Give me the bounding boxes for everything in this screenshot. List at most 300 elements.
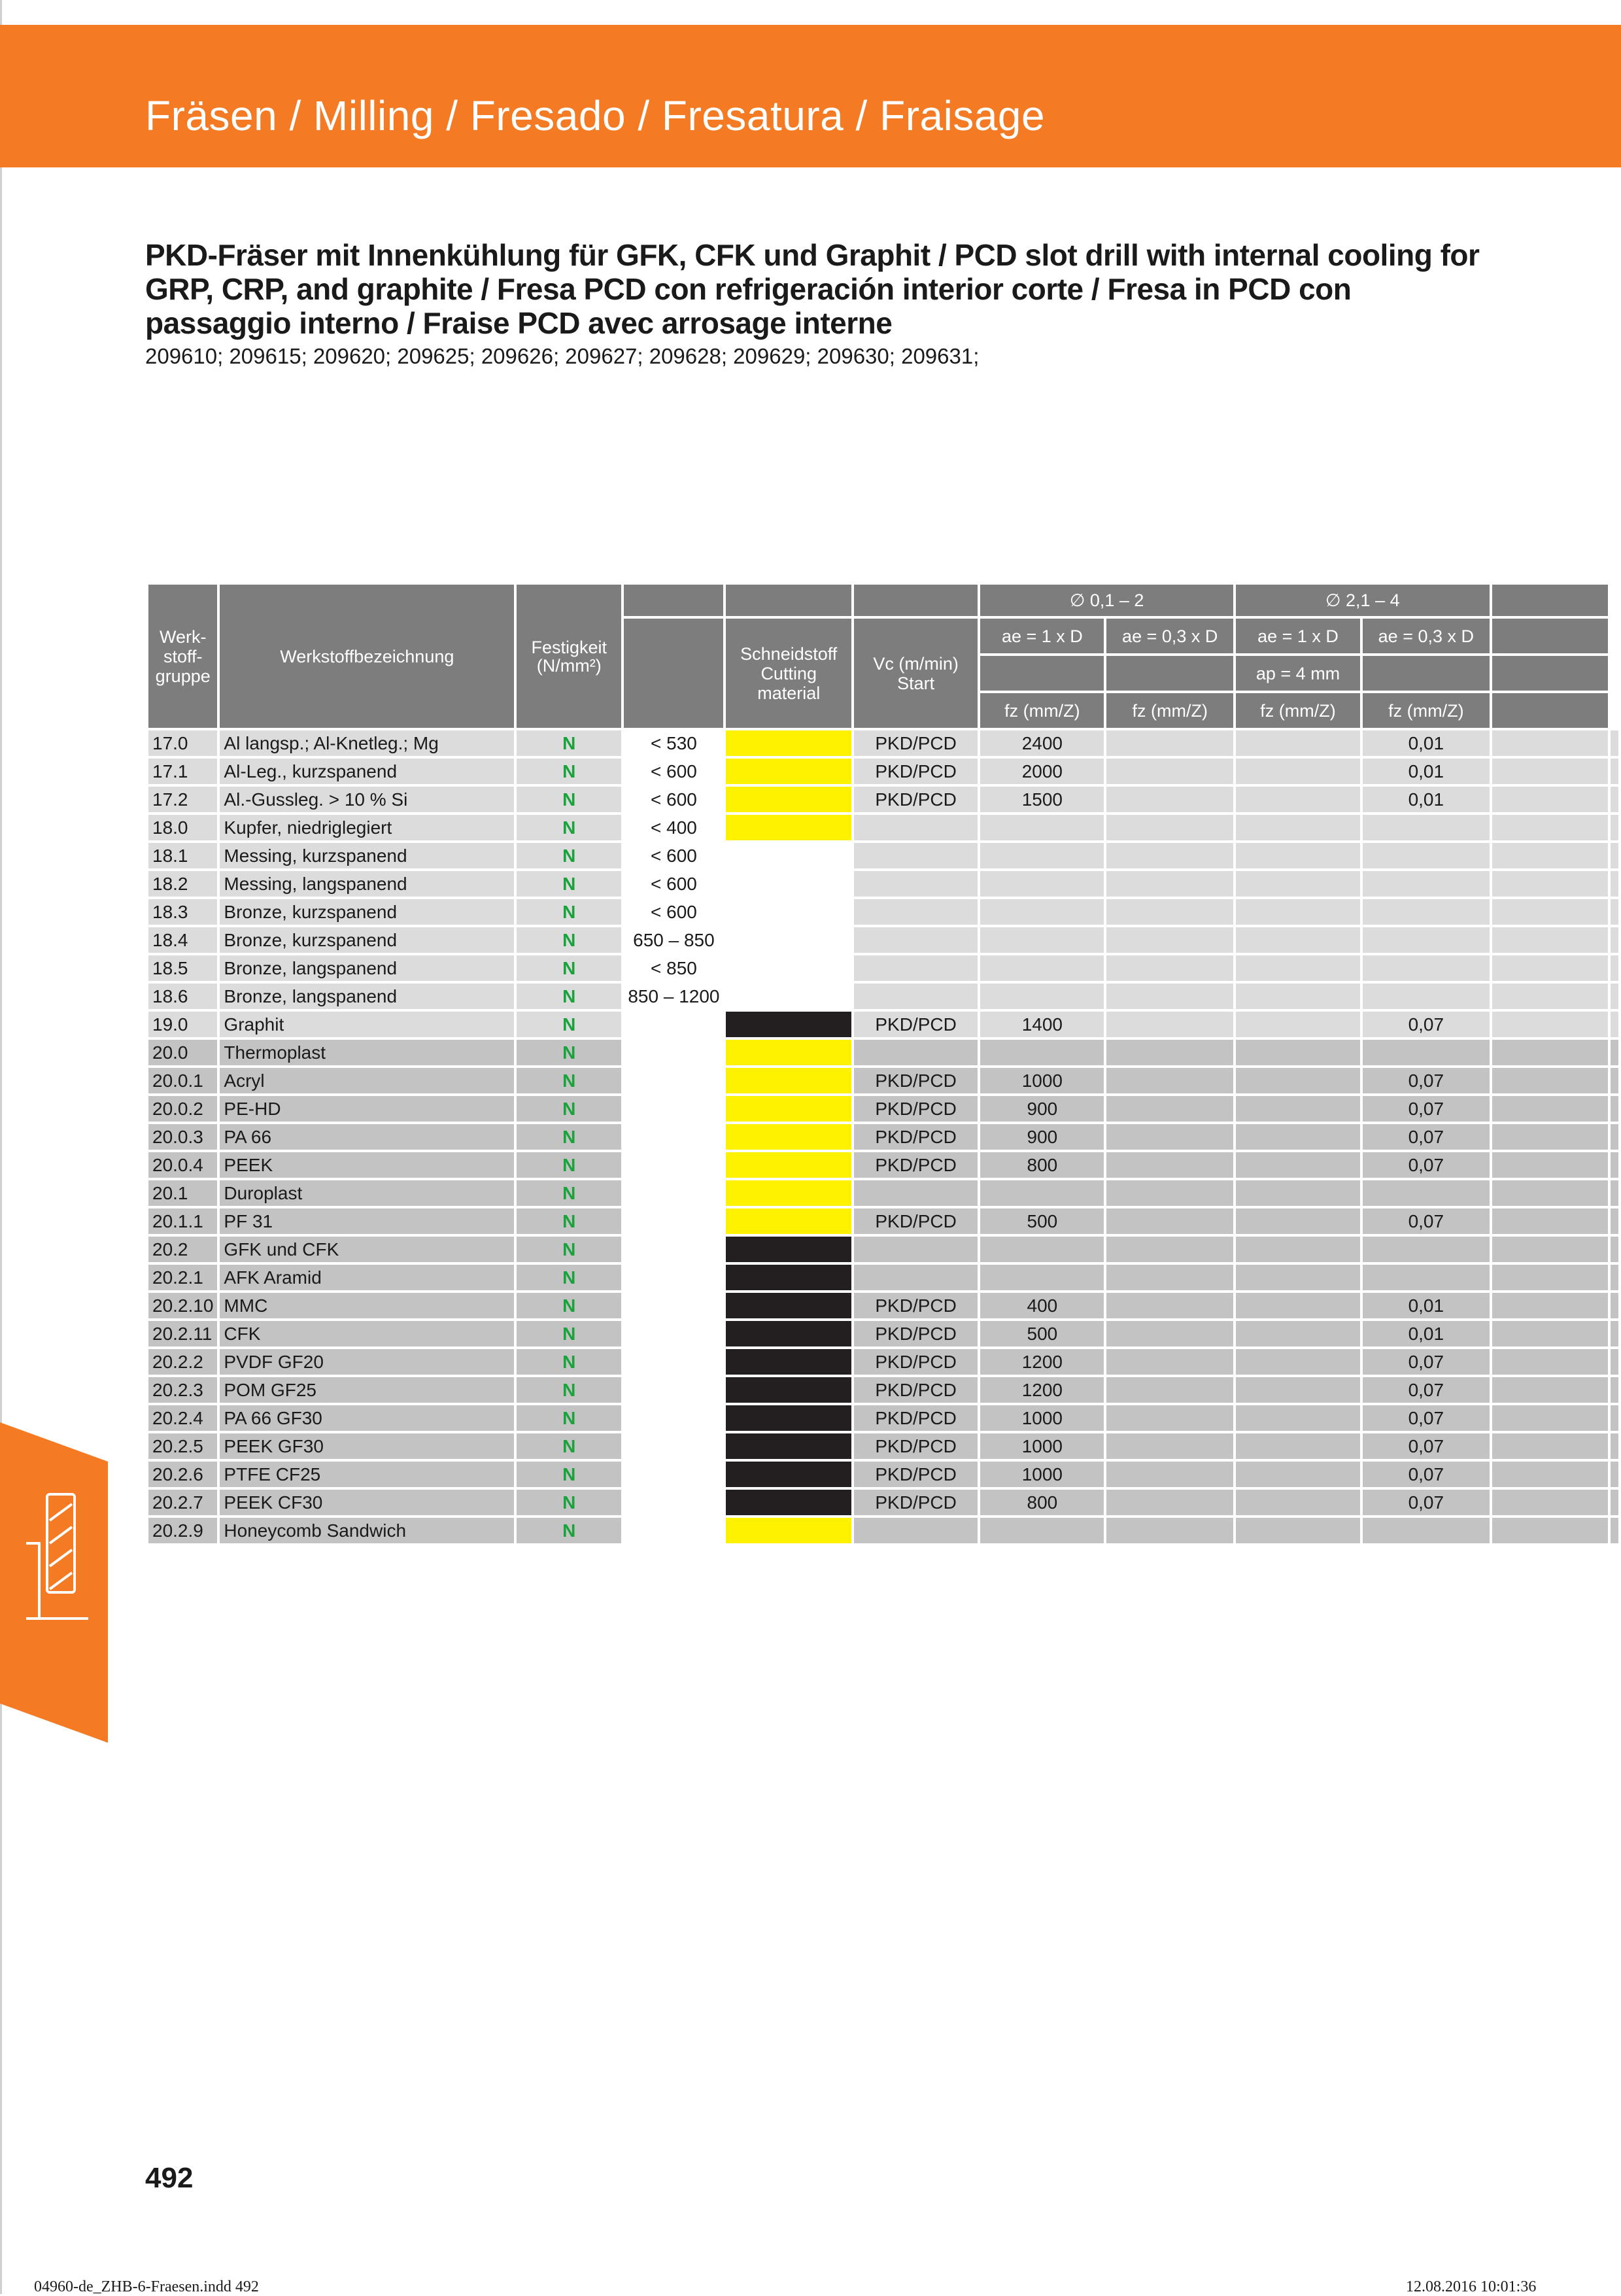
cutting-material [853, 1038, 979, 1067]
material-code: 20.2 [147, 1235, 218, 1263]
strength-value [623, 1038, 725, 1067]
fz-d2-ae1 [1361, 842, 1491, 870]
header-fz-3: fz (mm/Z) [1235, 692, 1361, 729]
fz-d2-ae1: 0,07 [1361, 1460, 1491, 1488]
table-row [147, 926, 1620, 954]
header-diameter-range-2: ∅ 2,1 – 4 [1235, 583, 1491, 617]
fz-d1-ae03 [1235, 954, 1361, 982]
cutting-material [853, 1179, 979, 1207]
material-class-n: N [515, 1348, 623, 1376]
fz-d1-ae03 [1235, 1320, 1361, 1348]
header-spacer-1 [725, 583, 852, 617]
strength-value [623, 1095, 725, 1123]
table-row [147, 982, 1620, 1010]
material-color-swatch [725, 898, 852, 926]
header-spacer-2 [853, 583, 979, 617]
fz-d2-ae03 [1491, 1067, 1609, 1095]
fz-d2-ae03 [1491, 954, 1609, 982]
vc-value: 900 [979, 1095, 1105, 1123]
material-name: Messing, kurzspanend [218, 842, 515, 870]
fz-d1-ae1 [1105, 1263, 1235, 1292]
fz-d1-ae03 [1235, 757, 1361, 785]
fz-d1-ae1 [1105, 1516, 1235, 1545]
cutting-material: PKD/PCD [853, 1207, 979, 1235]
vc-value: 900 [979, 1123, 1105, 1151]
table-row [147, 1038, 1620, 1067]
table-row [147, 1432, 1620, 1460]
blank-cell [1609, 785, 1620, 814]
material-class-n: N [515, 1038, 623, 1067]
material-color-swatch [725, 1151, 852, 1179]
header-diameter-range-1: ∅ 0,1 – 2 [979, 583, 1235, 617]
material-class-n: N [515, 1207, 623, 1235]
fz-d2-ae1: 0,01 [1361, 729, 1491, 757]
material-class-n: N [515, 1179, 623, 1207]
material-color-swatch [725, 1067, 852, 1095]
table-row [147, 785, 1620, 814]
material-code: 17.2 [147, 785, 218, 814]
table-row [147, 1292, 1620, 1320]
table-row [147, 814, 1620, 842]
blank-cell [1609, 1038, 1620, 1067]
cutting-material [853, 1263, 979, 1292]
material-class-n: N [515, 1432, 623, 1460]
material-class-n: N [515, 1376, 623, 1404]
cutting-material: PKD/PCD [853, 1404, 979, 1432]
fz-d1-ae1 [1105, 1067, 1235, 1095]
fz-d2-ae1: 0,01 [1361, 1320, 1491, 1348]
material-code: 20.2.3 [147, 1376, 218, 1404]
fz-d1-ae03 [1235, 1263, 1361, 1292]
fz-d2-ae03 [1491, 1404, 1609, 1432]
strength-value: < 600 [623, 842, 725, 870]
vc-value: 800 [979, 1488, 1105, 1516]
material-code: 20.2.1 [147, 1263, 218, 1292]
vc-value [979, 1263, 1105, 1292]
fz-d1-ae03 [1235, 1038, 1361, 1067]
material-class-n: N [515, 814, 623, 842]
blank-cell [1609, 1488, 1620, 1516]
fz-d2-ae1: 0,01 [1361, 785, 1491, 814]
strength-value [623, 1263, 725, 1292]
strength-value: < 400 [623, 814, 725, 842]
vc-value: 1400 [979, 1010, 1105, 1038]
fz-d1-ae1 [1105, 870, 1235, 898]
material-class-n: N [515, 1292, 623, 1320]
material-code: 18.1 [147, 842, 218, 870]
strength-value [623, 1010, 725, 1038]
fz-d1-ae03 [1235, 1179, 1361, 1207]
fz-d2-ae1: 0,07 [1361, 1207, 1491, 1235]
material-code: 20.0 [147, 1038, 218, 1067]
fz-d2-ae03 [1491, 898, 1609, 926]
material-class-n: N [515, 1320, 623, 1348]
blank-cell [1609, 1235, 1620, 1263]
table-row [147, 1320, 1620, 1348]
fz-d2-ae03 [1491, 1320, 1609, 1348]
blank-cell [1609, 1404, 1620, 1432]
blank-cell [1609, 1095, 1620, 1123]
strength-value [623, 1151, 725, 1179]
table-row [147, 954, 1620, 982]
fz-d1-ae1 [1105, 1348, 1235, 1376]
vc-value: 400 [979, 1292, 1105, 1320]
material-name: CFK [218, 1320, 515, 1348]
strength-value [623, 1067, 725, 1095]
header-swatch-column [623, 617, 725, 729]
vc-value: 1000 [979, 1404, 1105, 1432]
cutting-material [853, 982, 979, 1010]
vc-value [979, 982, 1105, 1010]
material-class-n: N [515, 757, 623, 785]
cutting-material [853, 1235, 979, 1263]
material-code: 20.2.9 [147, 1516, 218, 1545]
material-color-swatch [725, 1010, 852, 1038]
fz-d2-ae1 [1361, 982, 1491, 1010]
blank-cell [1609, 1320, 1620, 1348]
fz-d2-ae1: 0,07 [1361, 1348, 1491, 1376]
fz-d1-ae03 [1235, 1348, 1361, 1376]
vc-value: 500 [979, 1207, 1105, 1235]
vc-value [979, 842, 1105, 870]
strength-value [623, 1432, 725, 1460]
fz-d1-ae03 [1235, 1207, 1361, 1235]
strength-value [623, 1488, 725, 1516]
header-blank-f [1491, 692, 1609, 729]
material-color-swatch [725, 926, 852, 954]
table-row [147, 729, 1620, 757]
fz-d2-ae1: 0,07 [1361, 1123, 1491, 1151]
fz-d2-ae1 [1361, 1179, 1491, 1207]
header-cutting-material: Schneidstoff Cutting material [725, 617, 852, 729]
blank-cell [1609, 1516, 1620, 1545]
fz-d1-ae1 [1105, 1460, 1235, 1488]
material-color-swatch [725, 729, 852, 757]
strength-value: < 600 [623, 757, 725, 785]
header-fz-2: fz (mm/Z) [1105, 692, 1235, 729]
fz-d1-ae1 [1105, 926, 1235, 954]
fz-d1-ae1 [1105, 898, 1235, 926]
material-code: 18.0 [147, 814, 218, 842]
header-ae-03xd-a: ae = 0,3 x D [1105, 617, 1235, 655]
fz-d1-ae03 [1235, 729, 1361, 757]
fz-d1-ae03 [1235, 814, 1361, 842]
blank-cell [1609, 1348, 1620, 1376]
material-color-swatch [725, 870, 852, 898]
material-class-n: N [515, 1488, 623, 1516]
fz-d1-ae03 [1235, 926, 1361, 954]
material-name: PEEK GF30 [218, 1432, 515, 1460]
material-color-swatch [725, 1292, 852, 1320]
table-body [147, 729, 1620, 1545]
cutting-material: PKD/PCD [853, 1488, 979, 1516]
section-banner [0, 25, 1621, 167]
material-code: 20.0.2 [147, 1095, 218, 1123]
fz-d2-ae03 [1491, 1432, 1609, 1460]
fz-d1-ae03 [1235, 898, 1361, 926]
material-name: PA 66 [218, 1123, 515, 1151]
vc-value: 1000 [979, 1460, 1105, 1488]
article-numbers: 209610; 209615; 209620; 209625; 209626; 209627; 209628; 209629; 209630; 209631; [145, 344, 980, 368]
cutting-material: PKD/PCD [853, 1151, 979, 1179]
material-color-swatch [725, 1179, 852, 1207]
fz-d1-ae03 [1235, 1488, 1361, 1516]
material-color-swatch [725, 842, 852, 870]
material-code: 20.2.4 [147, 1404, 218, 1432]
material-code: 17.0 [147, 729, 218, 757]
material-class-n: N [515, 1095, 623, 1123]
vc-value [979, 1516, 1105, 1545]
vc-value [979, 954, 1105, 982]
material-code: 20.0.1 [147, 1067, 218, 1095]
cutting-material [853, 898, 979, 926]
vc-value [979, 926, 1105, 954]
cutting-material: PKD/PCD [853, 1460, 979, 1488]
fz-d2-ae1 [1361, 870, 1491, 898]
header-blank-a [1491, 617, 1609, 655]
blank-cell [1609, 982, 1620, 1010]
vc-value: 1200 [979, 1348, 1105, 1376]
material-name: Bronze, langspanend [218, 954, 515, 982]
cutting-material: PKD/PCD [853, 1123, 979, 1151]
fz-d1-ae1 [1105, 1151, 1235, 1179]
fz-d1-ae1 [1105, 1095, 1235, 1123]
fz-d2-ae03 [1491, 1010, 1609, 1038]
fz-d1-ae1 [1105, 982, 1235, 1010]
fz-d2-ae1: 0,01 [1361, 1292, 1491, 1320]
header-blank-d [1361, 655, 1491, 692]
material-class-n: N [515, 1067, 623, 1095]
header-blank-e [1491, 655, 1609, 692]
table-row [147, 1516, 1620, 1545]
fz-d2-ae03 [1491, 1151, 1609, 1179]
fz-d1-ae1 [1105, 1320, 1235, 1348]
table-row [147, 898, 1620, 926]
material-name: Messing, langspanend [218, 870, 515, 898]
vc-value [979, 814, 1105, 842]
fz-d2-ae03 [1491, 1348, 1609, 1376]
fz-d2-ae03 [1491, 1235, 1609, 1263]
blank-cell [1609, 1460, 1620, 1488]
vc-value: 1500 [979, 785, 1105, 814]
blank-cell [1609, 1010, 1620, 1038]
fz-d2-ae03 [1491, 1488, 1609, 1516]
fz-d1-ae03 [1235, 842, 1361, 870]
material-class-n: N [515, 785, 623, 814]
table-row [147, 1460, 1620, 1488]
fz-d1-ae03 [1235, 982, 1361, 1010]
fz-d2-ae03 [1491, 1376, 1609, 1404]
blank-cell [1609, 870, 1620, 898]
banner-title: Fräsen / Milling / Fresado / Fresatura / Fraisage [145, 92, 1046, 139]
section-side-tab [0, 1422, 108, 1743]
fz-d2-ae03 [1491, 729, 1609, 757]
page-heading: PKD-Fräser mit Innenkühlung für GFK, CFK und Graphit / PCD slot drill with internal cooling for GRP, CRP, and graphite / Fresa PCD con refrigeración interior corte / Fresa in PCD con passaggio interno / Fraise PCD avec arrosage interne [145, 238, 1480, 340]
blank-cell [1609, 1376, 1620, 1404]
fz-d1-ae03 [1235, 785, 1361, 814]
strength-value [623, 1348, 725, 1376]
fz-d2-ae1: 0,01 [1361, 757, 1491, 785]
cutting-material: PKD/PCD [853, 1432, 979, 1460]
blank-cell [1609, 729, 1620, 757]
fz-d1-ae1 [1105, 1292, 1235, 1320]
fz-d2-ae1 [1361, 1516, 1491, 1545]
fz-d1-ae03 [1235, 1151, 1361, 1179]
cutting-data-table [146, 582, 1621, 1546]
blank-cell [1609, 926, 1620, 954]
table-row [147, 870, 1620, 898]
header-swatch-spacer [623, 583, 725, 617]
material-code: 20.1 [147, 1179, 218, 1207]
material-class-n: N [515, 982, 623, 1010]
fz-d2-ae03 [1491, 1516, 1609, 1545]
strength-value [623, 1179, 725, 1207]
fz-d1-ae1 [1105, 954, 1235, 982]
material-name: PVDF GF20 [218, 1348, 515, 1376]
material-name: POM GF25 [218, 1376, 515, 1404]
vc-value: 2000 [979, 757, 1105, 785]
fz-d2-ae03 [1491, 1207, 1609, 1235]
material-color-swatch [725, 1320, 852, 1348]
strength-value: < 530 [623, 729, 725, 757]
fz-d2-ae03 [1491, 1179, 1609, 1207]
fz-d1-ae03 [1235, 1460, 1361, 1488]
material-name: PF 31 [218, 1207, 515, 1235]
material-name: MMC [218, 1292, 515, 1320]
header-ae-1xd-a: ae = 1 x D [979, 617, 1105, 655]
fz-d1-ae03 [1235, 870, 1361, 898]
page-number: 492 [145, 2162, 194, 2194]
material-name: AFK Aramid [218, 1263, 515, 1292]
fz-d2-ae1 [1361, 954, 1491, 982]
table-row [147, 1095, 1620, 1123]
material-code: 20.0.3 [147, 1123, 218, 1151]
material-code: 20.2.2 [147, 1348, 218, 1376]
material-name: Duroplast [218, 1179, 515, 1207]
fz-d2-ae03 [1491, 1095, 1609, 1123]
strength-value [623, 1292, 725, 1320]
header-blank-c [1105, 655, 1235, 692]
vc-value [979, 1179, 1105, 1207]
material-color-swatch [725, 1432, 852, 1460]
material-name: Bronze, kurzspanend [218, 926, 515, 954]
cutting-material: PKD/PCD [853, 729, 979, 757]
fz-d1-ae03 [1235, 1516, 1361, 1545]
material-code: 18.2 [147, 870, 218, 898]
strength-value [623, 1404, 725, 1432]
strength-value: < 600 [623, 870, 725, 898]
material-class-n: N [515, 954, 623, 982]
blank-cell [1609, 1179, 1620, 1207]
fz-d2-ae1 [1361, 926, 1491, 954]
strength-value [623, 1235, 725, 1263]
material-color-swatch [725, 1038, 852, 1067]
fz-d2-ae1: 0,07 [1361, 1432, 1491, 1460]
material-name: Thermoplast [218, 1038, 515, 1067]
fz-d1-ae03 [1235, 1010, 1361, 1038]
table-row [147, 1235, 1620, 1263]
material-name: Kupfer, niedriglegiert [218, 814, 515, 842]
fz-d2-ae03 [1491, 1038, 1609, 1067]
fz-d2-ae03 [1491, 1263, 1609, 1292]
fz-d2-ae03 [1491, 926, 1609, 954]
cutting-material [853, 870, 979, 898]
strength-value: < 600 [623, 785, 725, 814]
material-color-swatch [725, 1516, 852, 1545]
fz-d1-ae1 [1105, 1207, 1235, 1235]
table-row [147, 1151, 1620, 1179]
table-row [147, 1376, 1620, 1404]
fz-d1-ae03 [1235, 1123, 1361, 1151]
material-class-n: N [515, 926, 623, 954]
material-code: 18.5 [147, 954, 218, 982]
table-row [147, 842, 1620, 870]
material-name: Bronze, kurzspanend [218, 898, 515, 926]
fz-d1-ae03 [1235, 1095, 1361, 1123]
fz-d1-ae1 [1105, 1376, 1235, 1404]
table-row [147, 1179, 1620, 1207]
fz-d1-ae1 [1105, 785, 1235, 814]
material-class-n: N [515, 1010, 623, 1038]
page-top-edge [0, 0, 1621, 3]
cutting-material [853, 814, 979, 842]
material-color-swatch [725, 814, 852, 842]
cutting-material: PKD/PCD [853, 757, 979, 785]
vc-value [979, 898, 1105, 926]
material-name: Al.-Gussleg. > 10 % Si [218, 785, 515, 814]
fz-d2-ae1: 0,07 [1361, 1095, 1491, 1123]
vc-value: 500 [979, 1320, 1105, 1348]
table-row [147, 1010, 1620, 1038]
header-ae-03xd-b: ae = 0,3 x D [1361, 617, 1491, 655]
fz-d2-ae1: 0,07 [1361, 1067, 1491, 1095]
material-code: 17.1 [147, 757, 218, 785]
material-name: GFK und CFK [218, 1235, 515, 1263]
fz-d1-ae03 [1235, 1432, 1361, 1460]
strength-value: < 850 [623, 954, 725, 982]
blank-cell [1609, 1292, 1620, 1320]
header-fz-1: fz (mm/Z) [979, 692, 1105, 729]
cutting-material [853, 1516, 979, 1545]
material-name: PTFE CF25 [218, 1460, 515, 1488]
material-code: 18.6 [147, 982, 218, 1010]
material-color-swatch [725, 1404, 852, 1432]
fz-d2-ae03 [1491, 870, 1609, 898]
header-vc-start: Vc (m/min) Start [853, 617, 979, 729]
strength-value [623, 1376, 725, 1404]
strength-value [623, 1516, 725, 1545]
fz-d1-ae03 [1235, 1376, 1361, 1404]
blank-cell [1609, 898, 1620, 926]
material-name: Al langsp.; Al-Knetleg.; Mg [218, 729, 515, 757]
material-class-n: N [515, 729, 623, 757]
material-code: 18.3 [147, 898, 218, 926]
blank-cell [1609, 814, 1620, 842]
header-fz-4: fz (mm/Z) [1361, 692, 1491, 729]
fz-d1-ae1 [1105, 1235, 1235, 1263]
fz-d2-ae1 [1361, 814, 1491, 842]
material-name: PEEK [218, 1151, 515, 1179]
blank-cell [1609, 1432, 1620, 1460]
material-color-swatch [725, 1348, 852, 1376]
strength-value [623, 1123, 725, 1151]
fz-d1-ae1 [1105, 814, 1235, 842]
fz-d1-ae1 [1105, 1010, 1235, 1038]
cutting-material: PKD/PCD [853, 785, 979, 814]
fz-d1-ae1 [1105, 1123, 1235, 1151]
table-row [147, 1123, 1620, 1151]
table-row [147, 1488, 1620, 1516]
